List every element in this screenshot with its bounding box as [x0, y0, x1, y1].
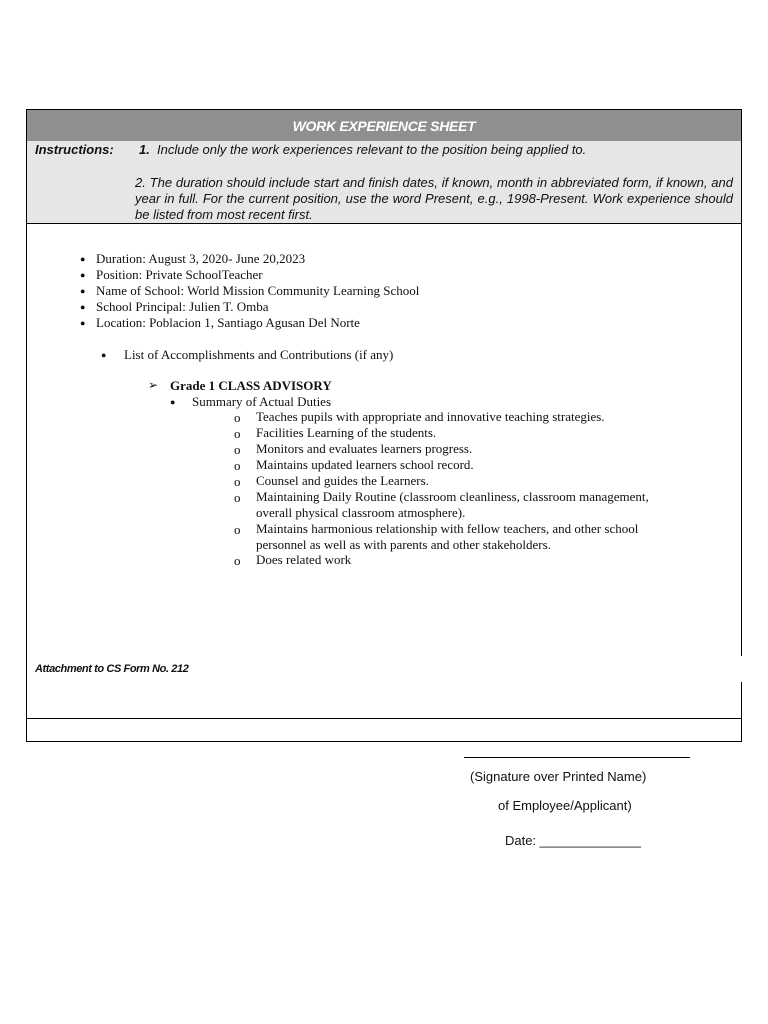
duty-item: Maintaining Daily Routine (classroom cleanliness, classroom management, — [256, 489, 649, 504]
duty-item: Teaches pupils with appropriate and innovative teaching strategies. — [256, 409, 605, 424]
circle-bullet-icon: o — [234, 553, 241, 568]
attachment-note: Attachment to CS Form No. 212 — [35, 663, 189, 675]
work-experience-sheet — [26, 109, 742, 742]
signature-label: (Signature over Printed Name) — [470, 769, 647, 784]
entry-duration: Duration: August 3, 2020- June 20,2023 — [96, 251, 306, 266]
instruction-2: 2. The duration should include start and finish dates, if known, month in abbreviated form, if known, and year in full. For the current position, use the word Present, e.g., 1998-Present. Work experience should be listed from most recent first. — [135, 175, 733, 222]
entry-location: Location: Poblacion 1, Santiago Agusan Del Norte — [96, 315, 360, 330]
circle-bullet-icon: o — [234, 458, 241, 473]
sheet-header — [27, 110, 741, 142]
entry-principal: School Principal: Julien T. Omba — [96, 299, 269, 314]
duty-item: Monitors and evaluates learners progress. — [256, 441, 473, 456]
instructions-label: Instructions: — [35, 142, 114, 157]
duty-item: Does related work — [256, 552, 352, 567]
duty-item: Facilities Learning of the students. — [256, 425, 437, 440]
entry-position: Position: Private SchoolTeacher — [96, 267, 263, 282]
circle-bullet-icon: o — [234, 442, 241, 457]
sheet-divider — [27, 718, 741, 719]
arrow-bullet-icon: ➢ — [148, 378, 159, 392]
circle-bullet-icon: o — [234, 426, 241, 441]
bullet-icon: ● — [170, 397, 176, 407]
duty-item: Maintains updated learners school record. — [256, 457, 474, 472]
instructions-panel — [27, 141, 741, 224]
duty-item: Counsel and guides the Learners. — [256, 473, 429, 488]
date-field: Date: ______________ — [505, 833, 641, 848]
instruction-1: Include only the work experiences relevant to the position being applied to. — [157, 142, 587, 157]
circle-bullet-icon: o — [234, 522, 241, 537]
circle-bullet-icon: o — [234, 490, 241, 505]
circle-bullet-icon: o — [234, 474, 241, 489]
bullet-icon: ● — [80, 254, 86, 264]
bullet-icon: ● — [101, 350, 107, 360]
instruction-1-number: 1. — [139, 142, 150, 157]
duty-item-continued: personnel as well as with parents and other stakeholders. — [256, 537, 551, 552]
signature-line — [464, 757, 690, 758]
bullet-icon: ● — [80, 318, 86, 328]
circle-bullet-icon: o — [234, 410, 241, 425]
bullet-icon: ● — [80, 286, 86, 296]
summary-label: Summary of Actual Duties — [192, 394, 332, 409]
accomplishments-heading: List of Accomplishments and Contributions (if any) — [124, 347, 394, 362]
class-advisory-heading: Grade 1 CLASS ADVISORY — [170, 378, 332, 393]
bullet-icon: ● — [80, 270, 86, 280]
entry-school: Name of School: World Mission Community Learning School — [96, 283, 420, 298]
signature-label-continued: of Employee/Applicant) — [498, 798, 632, 813]
duty-item: Maintains harmonious relationship with fellow teachers, and other school — [256, 521, 639, 536]
sheet-title: WORK EXPERIENCE SHEET — [292, 118, 476, 134]
duty-item-continued: overall physical classroom atmosphere). — [256, 505, 466, 520]
bullet-icon: ● — [80, 302, 86, 312]
